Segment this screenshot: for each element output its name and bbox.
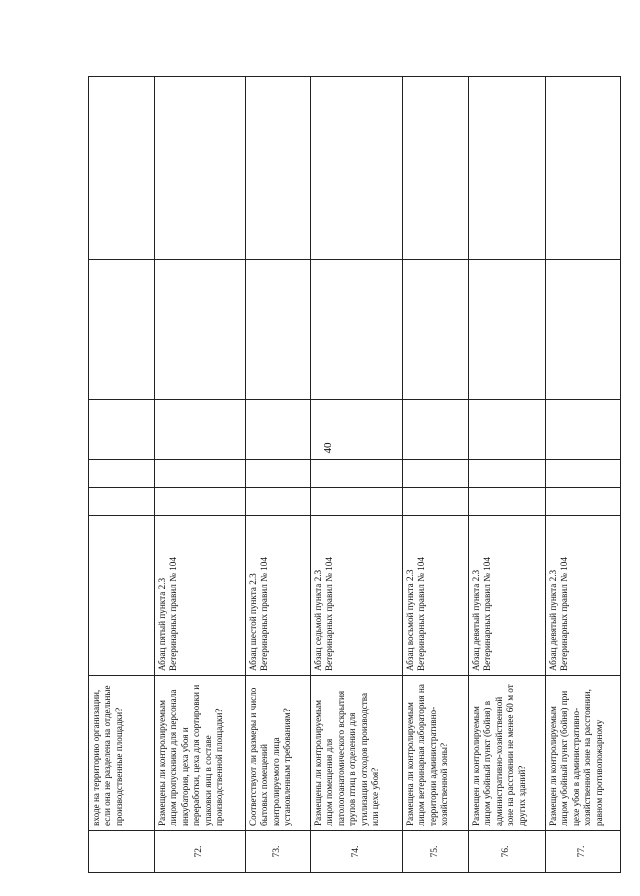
empty-cell [89,488,155,516]
empty-cell [155,77,246,260]
question-cell: Размещена ли контролируемым лицом ветеринарная лаборатория на территории административно-хозяйственной зоны? [403,676,469,831]
empty-cell [546,400,621,460]
empty-cell [155,260,246,400]
question-cell: Размещены ли контролируемым лицом пропускники для персонала инкубатория, цеха убоя и переработки, цеха для сортировки и упаковки яиц в составе производственной площадки? [155,676,246,831]
empty-cell [469,488,546,516]
table-row [546,77,621,873]
empty-cell [403,460,469,488]
row-number: 74. [311,831,403,873]
requirement-cell: Абзац девятый пункта 2.3 Ветеринарных правил № 104 [546,516,621,676]
empty-cell [469,460,546,488]
requirement-cell: Абзац девятый пункта 2.3 Ветеринарных правил № 104 [469,516,546,676]
checklist-table [88,76,621,873]
empty-cell [155,400,246,460]
requirement-cell: Абзац пятый пункта 2.3 Ветеринарных правил № 104 [155,516,246,676]
row-number [89,831,155,873]
empty-cell [469,260,546,400]
empty-cell [246,488,311,516]
empty-cell [546,488,621,516]
requirement-cell: Абзац седьмой пункта 2.3 Ветеринарных правил № 104 [311,516,403,676]
empty-cell [469,400,546,460]
empty-cell [546,77,621,260]
empty-cell [311,488,403,516]
requirement-cell [89,516,155,676]
row-number: 72. [155,831,246,873]
row-number: 75. [403,831,469,873]
requirement-cell: Абзац шестой пункта 2.3 Ветеринарных правил № 104 [246,516,311,676]
empty-cell [246,77,311,260]
empty-cell [403,260,469,400]
empty-cell [546,460,621,488]
empty-cell [89,77,155,260]
empty-cell [546,260,621,400]
empty-cell [403,400,469,460]
question-cell: Размещен ли контролируемым лицом убойный пункт (бойня) при цехе убоя в административно-хозяйственной зоне на расстоянии, равном противопожарному [546,676,621,831]
empty-cell [89,400,155,460]
table-row [246,77,311,873]
empty-cell [246,400,311,460]
question-cell: Соответствуют ли размеры и число бытовых помещений контролируемого лица установленным требованиям? [246,676,311,831]
table-row [469,77,546,873]
empty-cell [155,488,246,516]
empty-cell [469,77,546,260]
empty-cell [311,260,403,400]
table-row [89,77,155,873]
empty-cell [246,460,311,488]
row-number: 76. [469,831,546,873]
question-cell: Размещены ли контролируемым лицом помещения для патологоанатомического вскрытия трупов птиц в отделении для утилизации отходов производства или цехе убоя? [311,676,403,831]
empty-cell [403,488,469,516]
table-row [311,77,403,873]
requirement-cell: Абзац восьмой пункта 2.3 Ветеринарных правил № 104 [403,516,469,676]
table-row [155,77,246,873]
empty-cell [89,260,155,400]
empty-cell [311,400,403,460]
empty-cell [403,77,469,260]
row-number: 77. [546,831,621,873]
table-row [403,77,469,873]
row-number: 73. [246,831,311,873]
question-cell: Размещен ли контролируемым лицом убойный пункт (бойня) в административно-хозяйственной зоне на расстоянии не менее 60 м от других зданий? [469,676,546,831]
empty-cell [155,460,246,488]
empty-cell [89,460,155,488]
empty-cell [311,77,403,260]
empty-cell [246,260,311,400]
page-number: 40 [322,442,334,454]
question-cell: входе на территорию организации, если она не разделена на отдельные производственные площадки? [89,676,155,831]
empty-cell [311,460,403,488]
